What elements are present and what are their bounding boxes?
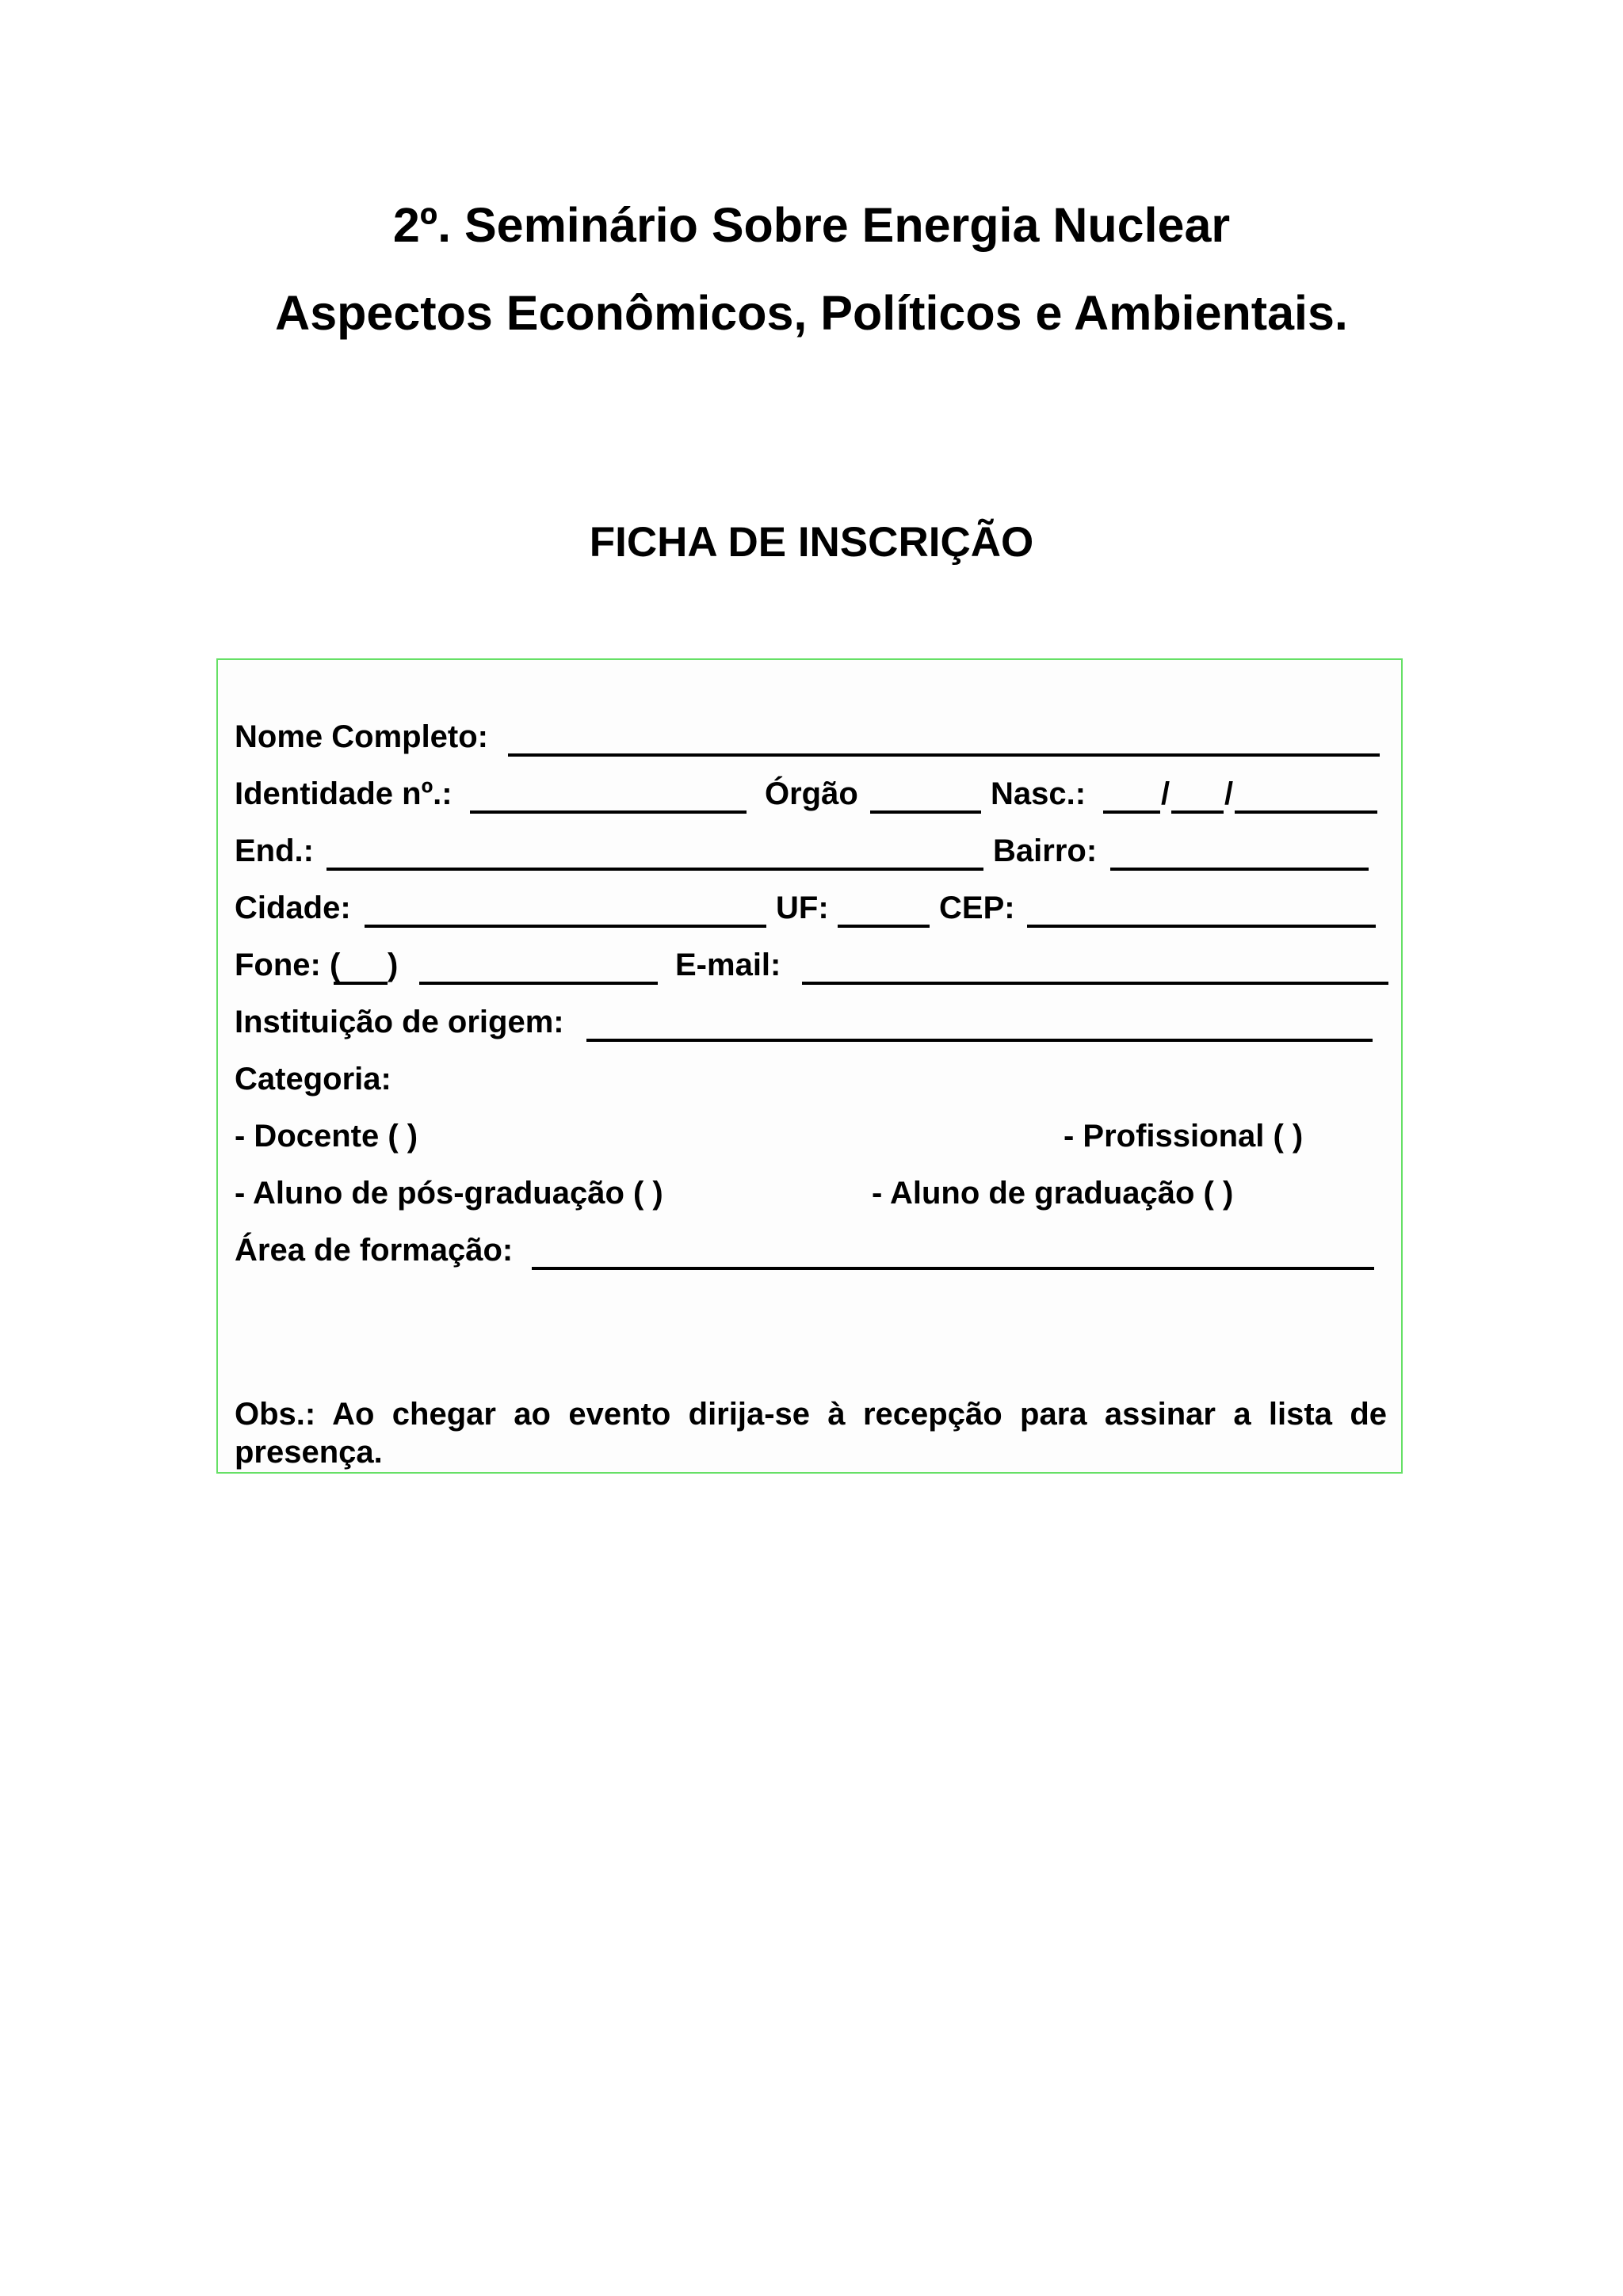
- row-instituicao: [218, 1002, 1401, 1050]
- form-title: FICHA DE INSCRIÇÃO: [589, 519, 1034, 566]
- title-line-1: 2º. Seminário Sobre Energia Nuclear: [392, 198, 1231, 252]
- uf-label: UF:: [776, 891, 829, 925]
- cidade-label: Cidade:: [235, 891, 351, 925]
- instituicao-label: Instituição de origem:: [235, 1005, 564, 1039]
- fone-label: Fone: (: [235, 948, 341, 982]
- obs-note: Obs.: Ao chegar ao evento dirija-se à recepção para assinar a lista de presença.: [235, 1397, 1387, 1470]
- area-label: Área de formação:: [235, 1233, 514, 1268]
- nasc-day-field[interactable]: [1103, 810, 1160, 814]
- nasc-month-field[interactable]: [1171, 810, 1224, 814]
- area-field[interactable]: [532, 1267, 1374, 1270]
- registration-form-box: [216, 658, 1403, 1474]
- end-label: End.:: [235, 833, 314, 868]
- nasc-slash-2: /: [1224, 776, 1234, 811]
- row-cidade: [218, 888, 1401, 936]
- orgao-label: Órgão: [765, 776, 858, 811]
- nasc-year-field[interactable]: [1235, 810, 1377, 814]
- profissional-option[interactable]: - Profissional ( ): [1064, 1119, 1304, 1154]
- email-field[interactable]: [802, 982, 1388, 985]
- graduacao-option[interactable]: - Aluno de graduação ( ): [872, 1176, 1234, 1211]
- categoria-label: Categoria:: [235, 1062, 391, 1097]
- cidade-field[interactable]: [365, 925, 766, 928]
- row-endereco: [218, 831, 1401, 879]
- row-aluno: [218, 1173, 1401, 1221]
- instituicao-field[interactable]: [586, 1039, 1373, 1042]
- email-label: E-mail:: [675, 948, 781, 982]
- fone-number-field[interactable]: [419, 982, 658, 985]
- bairro-label: Bairro:: [993, 833, 1098, 868]
- cep-field[interactable]: [1027, 925, 1376, 928]
- orgao-field[interactable]: [870, 810, 981, 814]
- bairro-field[interactable]: [1110, 868, 1369, 871]
- fone-ddd-field[interactable]: [334, 982, 388, 985]
- cep-label: CEP:: [939, 891, 1015, 925]
- fone-close-paren: ): [388, 948, 399, 982]
- pos-graduacao-option[interactable]: - Aluno de pós-graduação ( ): [235, 1176, 663, 1211]
- uf-field[interactable]: [838, 925, 930, 928]
- nasc-label: Nasc.:: [991, 776, 1086, 811]
- nome-field[interactable]: [508, 753, 1380, 757]
- row-nome: [218, 717, 1401, 765]
- row-fone: [218, 945, 1401, 993]
- row-categoria: [218, 1059, 1401, 1107]
- title-line-2: Aspectos Econômicos, Políticos e Ambientais.: [275, 286, 1348, 340]
- row-area: [218, 1230, 1401, 1278]
- row-docente: [218, 1116, 1401, 1164]
- end-field[interactable]: [327, 868, 983, 871]
- nome-label: Nome Completo:: [235, 719, 488, 754]
- docente-option[interactable]: - Docente ( ): [235, 1119, 418, 1154]
- identidade-label: Identidade nº.:: [235, 776, 453, 811]
- nasc-slash-1: /: [1161, 776, 1170, 811]
- identidade-field[interactable]: [470, 810, 747, 814]
- row-identidade: [218, 774, 1401, 822]
